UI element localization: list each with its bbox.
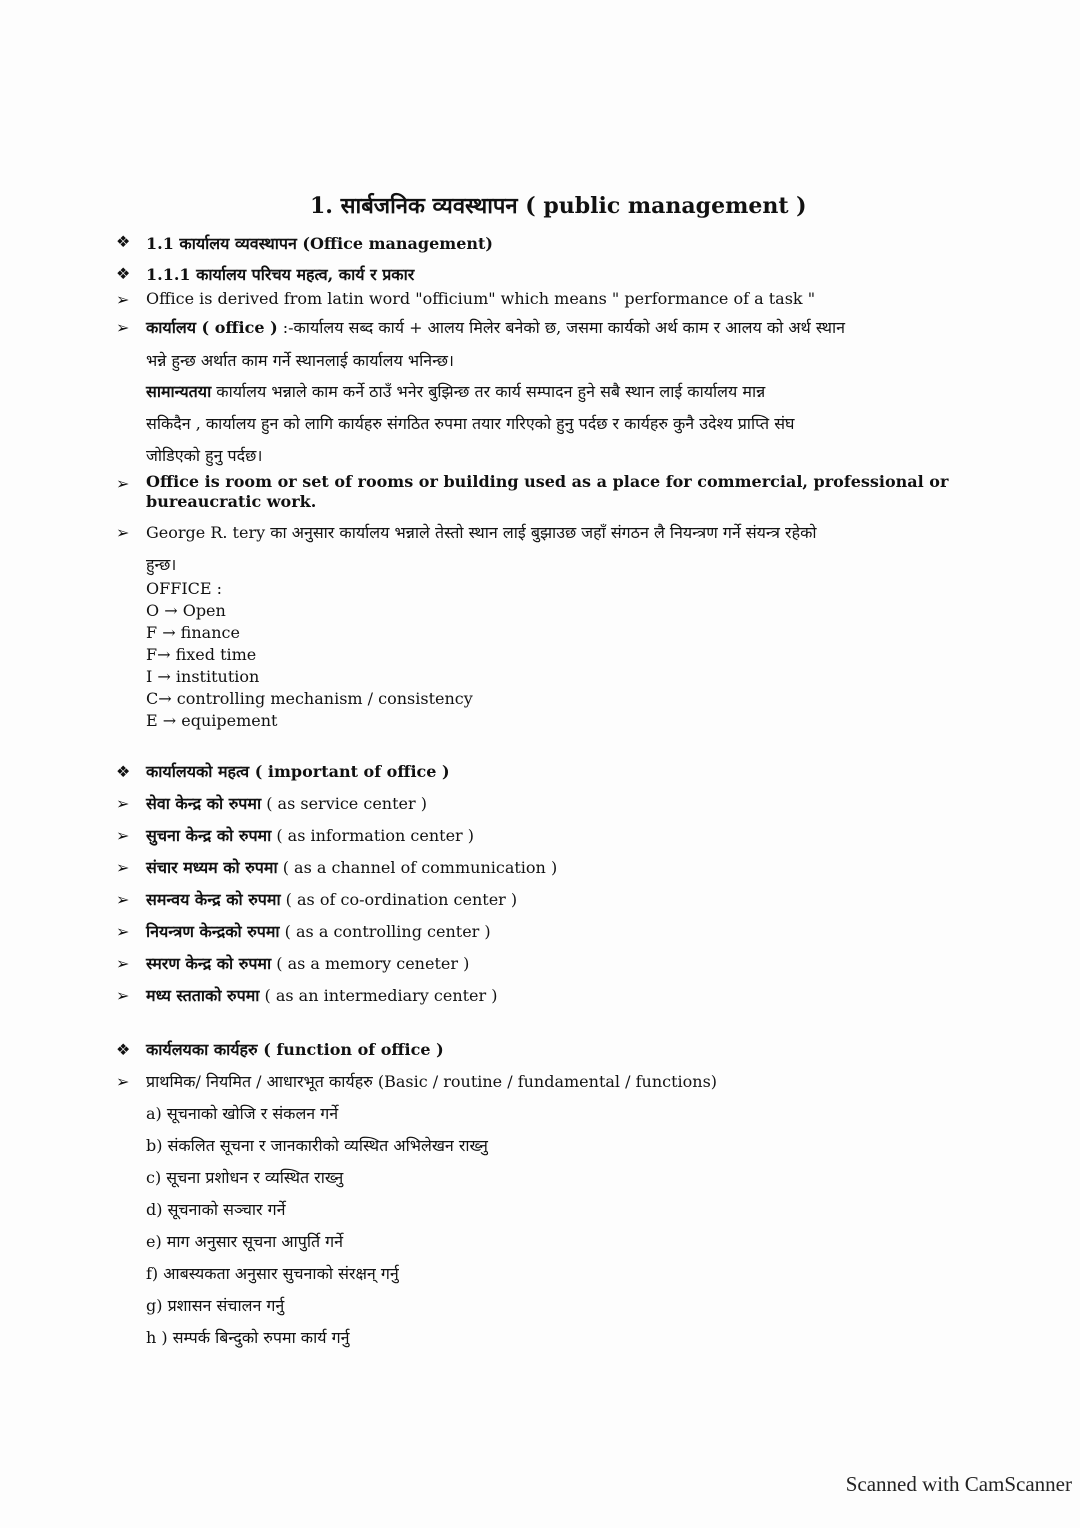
section-heading-functions	[146, 1038, 444, 1060]
paragraph-office-derivation: Office is derived from latin word "officium" which means " performance of a task "	[146, 289, 816, 308]
office-acronym-item: C→ controlling mechanism / consistency	[146, 689, 473, 708]
paragraph-general-line3: जोडिएको हुनु पर्दछ।	[146, 446, 263, 465]
arrow-bullet-icon: ➢	[116, 954, 130, 973]
section-heading-office-management: 1.1 कार्यालय व्यवस्थापन (Office management)	[146, 234, 493, 253]
importance-item	[146, 824, 474, 846]
section-heading-importance	[146, 760, 450, 782]
function-item: d) सूचनाको सञ्चार गर्ने	[146, 1200, 286, 1219]
importance-item-np: स्मरण केन्द्र को रुपमा	[146, 954, 272, 973]
importance-item	[146, 888, 517, 910]
importance-item-en: ( as a controlling center )	[279, 922, 491, 941]
office-acronym-item: I → institution	[146, 667, 260, 686]
importance-item	[146, 952, 469, 974]
function-item: a) सूचनाको खोजि र संकलन गर्ने	[146, 1104, 339, 1123]
paragraph-office-definition	[146, 316, 845, 338]
arrow-bullet-icon: ➢	[116, 922, 130, 941]
diamond-bullet-icon: ❖	[116, 232, 131, 251]
paragraph-office-english-definition: Office is room or set of rooms or building used as a place for commercial, professional or bureaucratic work.	[146, 472, 949, 511]
importance-item-en: ( as a memory ceneter )	[271, 954, 470, 973]
office-acronym-heading: OFFICE :	[146, 579, 223, 598]
functions-intro: प्राथमिक/ नियमित / आधारभूत कार्यहरु (Basic / routine / fundamental / functions)	[146, 1072, 718, 1091]
importance-item-en: ( as information center )	[271, 826, 475, 845]
importance-item-np: संचार मध्यम को रुपमा	[146, 858, 278, 877]
scanner-watermark: Scanned with CamScanner	[845, 1472, 1072, 1496]
arrow-bullet-icon: ➢	[116, 1072, 130, 1091]
arrow-bullet-icon: ➢	[116, 794, 130, 813]
arrow-bullet-icon: ➢	[116, 858, 130, 877]
page-title: 1. सार्बजनिक व्यवस्थापन ( public management )	[310, 193, 807, 219]
importance-item-np: समन्वय केन्द्र को रुपमा	[146, 890, 281, 909]
arrow-bullet-icon: ➢	[116, 474, 130, 493]
importance-item-en: ( as a channel of communication )	[277, 858, 558, 877]
importance-item-np: सेवा केन्द्र को रुपमा	[146, 794, 262, 813]
importance-item	[146, 984, 498, 1006]
importance-item-np: मध्य स्तताको रुपमा	[146, 986, 260, 1005]
functions-english: ( function of office )	[257, 1040, 444, 1059]
importance-item-np: नियन्त्रण केन्द्रको रुपमा	[146, 922, 280, 941]
function-item: b) संकलित सूचना र जानकारीको व्यस्थित अभिलेखन राख्नु	[146, 1136, 488, 1155]
paragraph-office-definition-line2: भन्ने हुन्छ अर्थात काम गर्ने स्थानलाई कार्यालय भनिन्छ।	[146, 351, 454, 370]
importance-item	[146, 792, 427, 814]
office-acronym-item: E → equipement	[146, 711, 278, 730]
office-term: कार्यालय ( office )	[146, 318, 278, 337]
paragraph-general-line2: सकिदैन , कार्यालय हुन को लागि कार्यहरु संगठित रुपमा तयार गरिएको हुनु पर्दछ र कार्यहरु कुनै उदेश्य प्राप्ति संघ	[146, 414, 795, 433]
functions-term: कार्यलयका कार्यहरु	[146, 1040, 258, 1059]
arrow-bullet-icon: ➢	[116, 826, 130, 845]
diamond-bullet-icon: ❖	[116, 264, 131, 283]
importance-term: कार्यालयको महत्व	[146, 762, 250, 781]
arrow-bullet-icon: ➢	[116, 318, 130, 337]
office-definition-text: :-कार्यालय सब्द कार्य + आलय मिलेर बनेको छ, जसमा कार्यको अर्थ काम र आलय को अर्थ स्थान	[277, 318, 846, 337]
importance-item-en: ( as service center )	[261, 794, 427, 813]
paragraph-general-line1	[146, 380, 765, 402]
function-item: e) माग अनुसार सूचना आपुर्ति गर्ने	[146, 1232, 344, 1251]
function-item: f) आबस्यकता अनुसार सुचनाको संरक्षन् गर्नु	[146, 1264, 399, 1283]
function-item: h ) सम्पर्क बिन्दुको रुपमा कार्य गर्नु	[146, 1328, 350, 1347]
importance-item-en: ( as of co-ordination center )	[280, 890, 518, 909]
function-item: g) प्रशासन संचालन गर्नु	[146, 1296, 285, 1315]
general-term: सामान्यतया	[146, 382, 212, 401]
importance-item-en: ( as an intermediary center )	[259, 986, 498, 1005]
section-heading-introduction: 1.1.1 कार्यालय परिचय महत्व, कार्य र प्रकार	[146, 265, 415, 284]
importance-item	[146, 856, 557, 878]
office-acronym-item: O → Open	[146, 601, 226, 620]
importance-item-np: सुचना केन्द्र को रुपमा	[146, 826, 272, 845]
arrow-bullet-icon: ➢	[116, 986, 130, 1005]
arrow-bullet-icon: ➢	[116, 290, 130, 309]
paragraph-george-terry-line2: हुन्छ।	[146, 555, 177, 574]
paragraph-george-terry: George R. tery का अनुसार कार्यालय भन्नाले तेस्तो स्थान लाई बुझाउछ जहाँ संगठन लै नियन्त्रण गर्ने संयन्त्र रहेको	[146, 523, 817, 542]
diamond-bullet-icon: ❖	[116, 762, 131, 781]
general-text: कार्यालय भन्नाले काम कर्ने ठाउँ भनेर बुझिन्छ तर कार्य सम्पादन हुने सबै स्थान लाई कार्यालय मान्न	[211, 382, 766, 401]
importance-item	[146, 920, 491, 942]
office-acronym-item: F→ fixed time	[146, 645, 257, 664]
diamond-bullet-icon: ❖	[116, 1040, 131, 1059]
function-item: c) सूचना प्रशोधन र व्यस्थित राख्नु	[146, 1168, 344, 1187]
importance-english: ( important of office )	[249, 762, 450, 781]
arrow-bullet-icon: ➢	[116, 523, 130, 542]
office-acronym-item: F → finance	[146, 623, 240, 642]
arrow-bullet-icon: ➢	[116, 890, 130, 909]
